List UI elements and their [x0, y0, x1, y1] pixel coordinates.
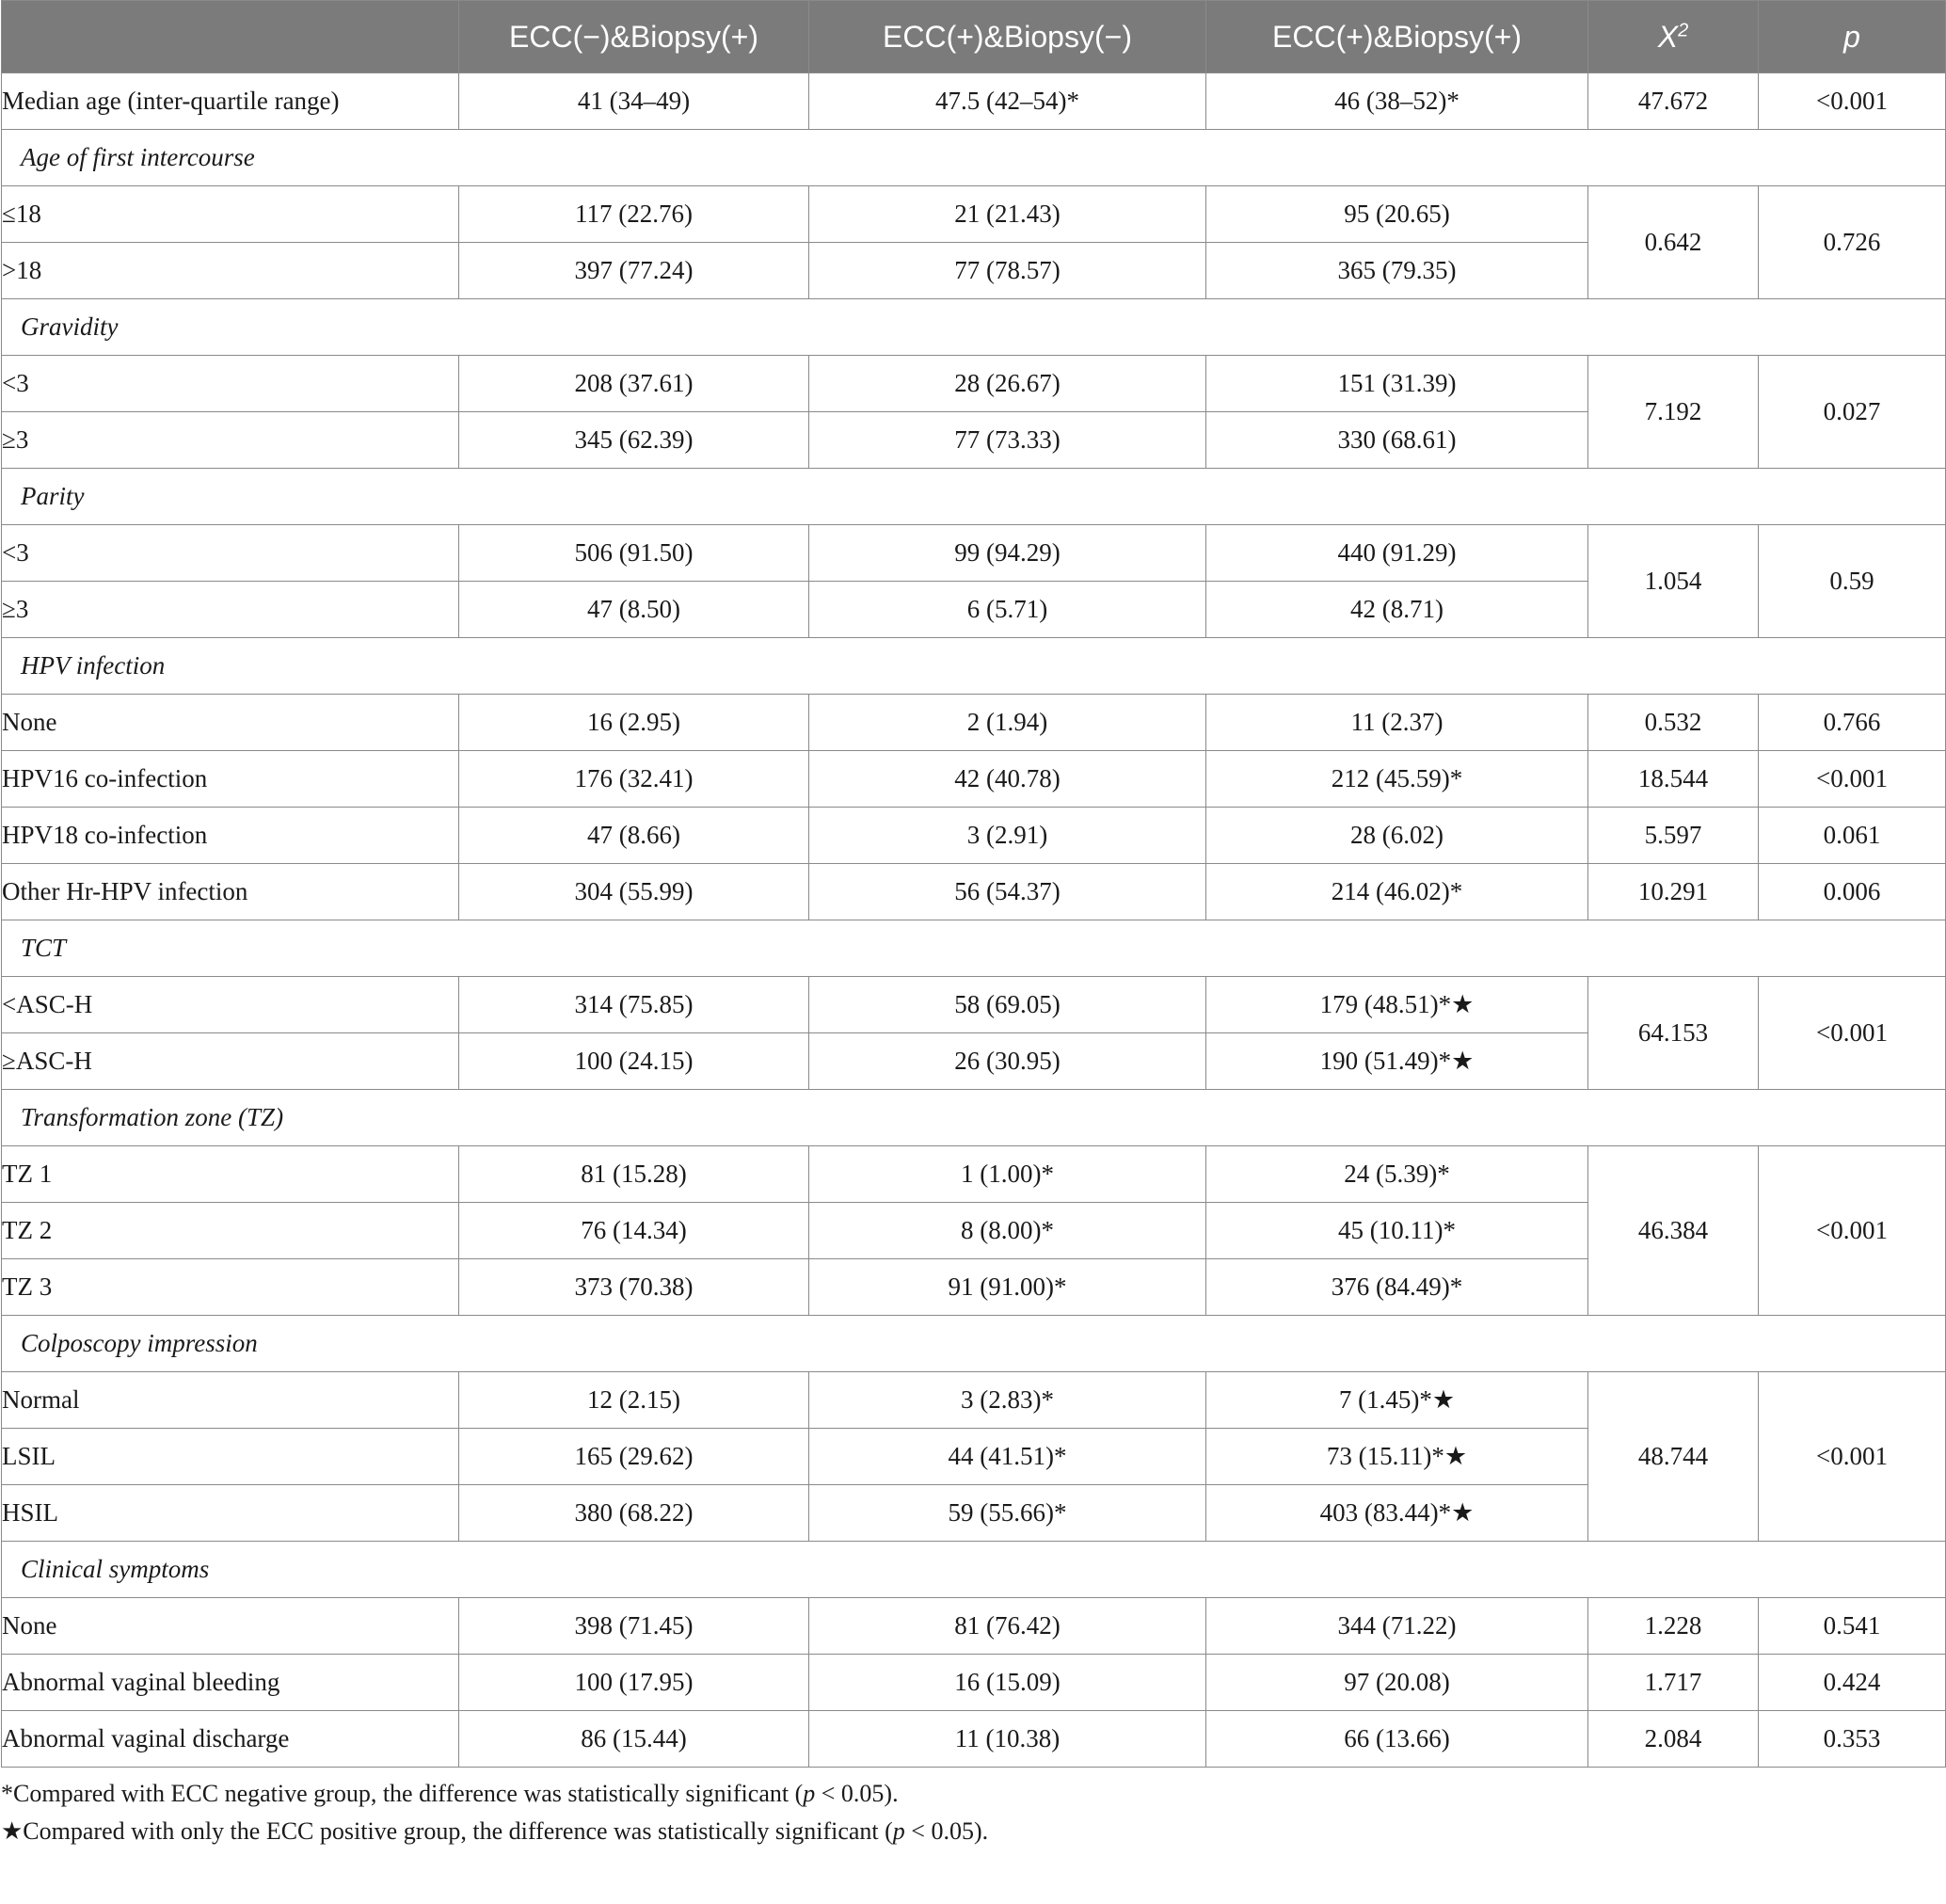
- header-ecc-neg-biopsy-pos: ECC(−)&Biopsy(+): [459, 1, 809, 73]
- section-row: [2, 1542, 1946, 1598]
- p-cell: <0.001: [1759, 751, 1946, 808]
- row-label: Abnormal vaginal discharge: [2, 1711, 459, 1768]
- section-row: [2, 130, 1946, 186]
- footnote-star: [1, 1813, 1946, 1850]
- row-label: ≥3: [2, 412, 459, 469]
- section-title: Parity: [2, 469, 1946, 525]
- cell: 42 (8.71): [1206, 582, 1588, 638]
- cell: 397 (77.24): [459, 243, 809, 299]
- p-cell: 0.766: [1759, 695, 1946, 751]
- cell: 66 (13.66): [1206, 1711, 1588, 1768]
- table-row: [2, 1655, 1946, 1711]
- row-label: LSIL: [2, 1429, 459, 1485]
- cell: 26 (30.95): [809, 1033, 1206, 1090]
- cell: 45 (10.11)*: [1206, 1203, 1588, 1259]
- cell: 7 (1.45)*★: [1206, 1372, 1588, 1429]
- chi-cell: 2.084: [1588, 1711, 1759, 1768]
- cell: 81 (76.42): [809, 1598, 1206, 1655]
- chi-cell: 18.544: [1588, 751, 1759, 808]
- cell: 190 (51.49)*★: [1206, 1033, 1588, 1090]
- cell: 11 (10.38): [809, 1711, 1206, 1768]
- header-p: p: [1759, 1, 1946, 73]
- cell: 373 (70.38): [459, 1259, 809, 1316]
- row-label: TZ 3: [2, 1259, 459, 1316]
- cell: 11 (2.37): [1206, 695, 1588, 751]
- cell: 151 (31.39): [1206, 356, 1588, 412]
- cell: 2 (1.94): [809, 695, 1206, 751]
- cell: 403 (83.44)*★: [1206, 1485, 1588, 1542]
- row-label: HSIL: [2, 1485, 459, 1542]
- section-row: [2, 1090, 1946, 1146]
- chi-cell: 48.744: [1588, 1372, 1759, 1542]
- cell: 117 (22.76): [459, 186, 809, 243]
- section-title: Clinical symptoms: [2, 1542, 1946, 1598]
- cell: 1 (1.00)*: [809, 1146, 1206, 1203]
- p-cell: 0.061: [1759, 808, 1946, 864]
- footnote-text: ★Compared with only the ECC positive group, the difference was statistically significant (: [1, 1817, 893, 1845]
- p-cell: 0.353: [1759, 1711, 1946, 1768]
- row-label: Other Hr-HPV infection: [2, 864, 459, 920]
- table-row: [2, 864, 1946, 920]
- row-label: None: [2, 695, 459, 751]
- section-title: Colposcopy impression: [2, 1316, 1946, 1372]
- row-label: TZ 2: [2, 1203, 459, 1259]
- table-row: [2, 977, 1946, 1033]
- p-cell: 0.541: [1759, 1598, 1946, 1655]
- row-label: <ASC-H: [2, 977, 459, 1033]
- chi-cell: 5.597: [1588, 808, 1759, 864]
- cell: 344 (71.22): [1206, 1598, 1588, 1655]
- p-cell: 0.59: [1759, 525, 1946, 638]
- section-row: [2, 920, 1946, 977]
- section-title: TCT: [2, 920, 1946, 977]
- cell: 376 (84.49)*: [1206, 1259, 1588, 1316]
- cell: 304 (55.99): [459, 864, 809, 920]
- footnote-text: < 0.05).: [815, 1780, 899, 1807]
- footnote-text: *Compared with ECC negative group, the difference was statistically significant (: [1, 1780, 804, 1807]
- footnote-text: < 0.05).: [904, 1817, 989, 1845]
- row-label: HPV18 co-infection: [2, 808, 459, 864]
- header-chi-square: [1588, 1, 1759, 73]
- row-label: <3: [2, 525, 459, 582]
- table-row: [2, 1146, 1946, 1203]
- cell: 58 (69.05): [809, 977, 1206, 1033]
- table-row: [2, 356, 1946, 412]
- cell: 97 (20.08): [1206, 1655, 1588, 1711]
- cell: 100 (24.15): [459, 1033, 809, 1090]
- chi-cell: 47.672: [1588, 73, 1759, 130]
- cell: 24 (5.39)*: [1206, 1146, 1588, 1203]
- cell: 73 (15.11)*★: [1206, 1429, 1588, 1485]
- cell: 179 (48.51)*★: [1206, 977, 1588, 1033]
- row-label: None: [2, 1598, 459, 1655]
- cell: 398 (71.45): [459, 1598, 809, 1655]
- chi-cell: 1.228: [1588, 1598, 1759, 1655]
- cell: 6 (5.71): [809, 582, 1206, 638]
- row-label: Abnormal vaginal bleeding: [2, 1655, 459, 1711]
- cell: 314 (75.85): [459, 977, 809, 1033]
- row-label: HPV16 co-infection: [2, 751, 459, 808]
- row-label: Normal: [2, 1372, 459, 1429]
- cell: 21 (21.43): [809, 186, 1206, 243]
- p-cell: <0.001: [1759, 977, 1946, 1090]
- row-label: ≥3: [2, 582, 459, 638]
- cell: 76 (14.34): [459, 1203, 809, 1259]
- table-row: [2, 695, 1946, 751]
- chi-cell: 46.384: [1588, 1146, 1759, 1316]
- table-row: [2, 186, 1946, 243]
- section-title: Transformation zone (TZ): [2, 1090, 1946, 1146]
- p-cell: <0.001: [1759, 1146, 1946, 1316]
- section-row: [2, 469, 1946, 525]
- results-table: [1, 0, 1946, 1768]
- chi-cell: 0.642: [1588, 186, 1759, 299]
- footnote-asterisk: [1, 1775, 1946, 1813]
- table-row: [2, 1372, 1946, 1429]
- section-row: [2, 299, 1946, 356]
- header-blank: [2, 1, 459, 73]
- cell: 345 (62.39): [459, 412, 809, 469]
- row-label: ≤18: [2, 186, 459, 243]
- cell: 47.5 (42–54)*: [809, 73, 1206, 130]
- chi-base: X: [1657, 19, 1679, 54]
- chi-cell: 10.291: [1588, 864, 1759, 920]
- cell: 28 (26.67): [809, 356, 1206, 412]
- p-cell: <0.001: [1759, 73, 1946, 130]
- cell: 46 (38–52)*: [1206, 73, 1588, 130]
- cell: 44 (41.51)*: [809, 1429, 1206, 1485]
- cell: 77 (78.57): [809, 243, 1206, 299]
- cell: 91 (91.00)*: [809, 1259, 1206, 1316]
- table-row: [2, 808, 1946, 864]
- cell: 59 (55.66)*: [809, 1485, 1206, 1542]
- cell: 56 (54.37): [809, 864, 1206, 920]
- row-label: TZ 1: [2, 1146, 459, 1203]
- table-row: [2, 1711, 1946, 1768]
- cell: 506 (91.50): [459, 525, 809, 582]
- footnote-p: p: [803, 1780, 816, 1807]
- chi-cell: 7.192: [1588, 356, 1759, 469]
- cell: 41 (34–49): [459, 73, 809, 130]
- chi-cell: 64.153: [1588, 977, 1759, 1090]
- cell: 214 (46.02)*: [1206, 864, 1588, 920]
- section-row: [2, 1316, 1946, 1372]
- p-cell: 0.006: [1759, 864, 1946, 920]
- section-title: Age of first intercourse: [2, 130, 1946, 186]
- chi-cell: 1.717: [1588, 1655, 1759, 1711]
- cell: 330 (68.61): [1206, 412, 1588, 469]
- cell: 16 (15.09): [809, 1655, 1206, 1711]
- cell: 212 (45.59)*: [1206, 751, 1588, 808]
- cell: 47 (8.50): [459, 582, 809, 638]
- table-row: [2, 751, 1946, 808]
- cell: 95 (20.65): [1206, 186, 1588, 243]
- row-label: Median age (inter-quartile range): [2, 73, 459, 130]
- cell: 365 (79.35): [1206, 243, 1588, 299]
- cell: 176 (32.41): [459, 751, 809, 808]
- p-cell: 0.027: [1759, 356, 1946, 469]
- cell: 3 (2.83)*: [809, 1372, 1206, 1429]
- row-label: ≥ASC-H: [2, 1033, 459, 1090]
- p-cell: 0.726: [1759, 186, 1946, 299]
- cell: 47 (8.66): [459, 808, 809, 864]
- cell: 440 (91.29): [1206, 525, 1588, 582]
- cell: 100 (17.95): [459, 1655, 809, 1711]
- section-title: Gravidity: [2, 299, 1946, 356]
- row-label: >18: [2, 243, 459, 299]
- footnote-p: p: [892, 1817, 905, 1845]
- p-cell: 0.424: [1759, 1655, 1946, 1711]
- cell: 380 (68.22): [459, 1485, 809, 1542]
- header-row: [2, 1, 1946, 73]
- chi-superscript: 2: [1678, 19, 1689, 40]
- cell: 165 (29.62): [459, 1429, 809, 1485]
- table-row: [2, 1598, 1946, 1655]
- section-title: HPV infection: [2, 638, 1946, 695]
- row-label: <3: [2, 356, 459, 412]
- p-cell: <0.001: [1759, 1372, 1946, 1542]
- chi-cell: 1.054: [1588, 525, 1759, 638]
- chi-cell: 0.532: [1588, 695, 1759, 751]
- cell: 16 (2.95): [459, 695, 809, 751]
- table-row: [2, 525, 1946, 582]
- cell: 28 (6.02): [1206, 808, 1588, 864]
- cell: 99 (94.29): [809, 525, 1206, 582]
- cell: 77 (73.33): [809, 412, 1206, 469]
- header-ecc-pos-biopsy-pos: ECC(+)&Biopsy(+): [1206, 1, 1588, 73]
- header-ecc-pos-biopsy-neg: ECC(+)&Biopsy(−): [809, 1, 1206, 73]
- section-row: [2, 638, 1946, 695]
- cell: 42 (40.78): [809, 751, 1206, 808]
- cell: 86 (15.44): [459, 1711, 809, 1768]
- cell: 81 (15.28): [459, 1146, 809, 1203]
- table-row: [2, 73, 1946, 130]
- footnotes: [0, 1775, 1946, 1850]
- cell: 3 (2.91): [809, 808, 1206, 864]
- cell: 208 (37.61): [459, 356, 809, 412]
- cell: 8 (8.00)*: [809, 1203, 1206, 1259]
- cell: 12 (2.15): [459, 1372, 809, 1429]
